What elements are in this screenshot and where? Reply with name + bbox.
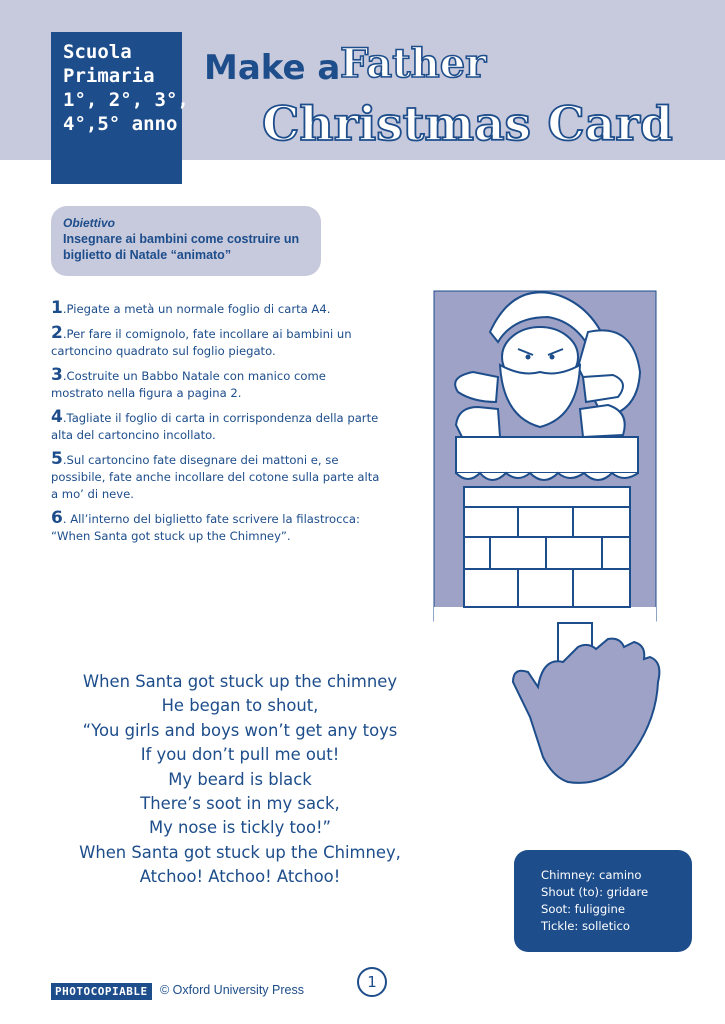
step-text: . All’interno del biglietto fate scrivere la filastrocca: “When Santa got stuck up the Chimney”.: [51, 512, 360, 543]
step-text: .Sul cartoncino fate disegnare dei mattoni e, se possibile, fate anche incollare del cotone sulla parte alta a mo’ di neve.: [51, 453, 380, 501]
objective-text: Insegnare ai bambini come costruire un biglietto di Natale “animato”: [63, 232, 300, 262]
title-christmas-card: Christmas Card: [262, 97, 673, 152]
poem-line: There’s soot in my sack,: [140, 794, 340, 814]
step-item: [51, 451, 381, 503]
glossary-item: Shout (to): gridare: [541, 885, 649, 899]
step-number: 4: [51, 407, 63, 427]
glossary-item: Tickle: solletico: [541, 919, 630, 933]
glossary-item: Chimney: camino: [541, 868, 642, 882]
santa-left-mitten: [456, 407, 500, 439]
step-number: 1: [51, 298, 63, 318]
objective-label: Obiettivo: [63, 216, 116, 230]
step-text: .Piegate a metà un normale foglio di carta A4.: [62, 302, 331, 316]
title-make: Make a: [204, 48, 341, 88]
santa-right-mitten: [580, 405, 625, 437]
poem-line: Atchoo! Atchoo! Atchoo!: [139, 867, 341, 887]
poem-line: My beard is black: [168, 769, 312, 789]
step-number: 3: [51, 365, 63, 385]
santa-chimney-illustration: [418, 277, 676, 792]
step-number: 2: [51, 323, 63, 343]
step-item: [51, 510, 381, 545]
poem-line: He began to shout,: [161, 696, 319, 716]
step-text: .Per fare il comignolo, fate incollare ai bambini un cartoncino quadrato sul foglio piegato.: [51, 327, 352, 358]
title-father: Father: [340, 40, 487, 87]
level-line: Scuola: [63, 41, 132, 63]
objective-box: [51, 206, 321, 276]
level-line: 1°, 2°, 3°,: [63, 89, 189, 111]
glossary-box: [514, 850, 692, 952]
step-item: [51, 367, 381, 402]
step-text: .Costruite un Babbo Natale con manico come mostrato nella figura a pagina 2.: [51, 369, 326, 400]
step-item: [51, 325, 381, 360]
level-line: 4°,5° anno: [63, 113, 178, 135]
santa-eye: [526, 355, 531, 360]
poem-line: When Santa got stuck up the chimney: [82, 672, 398, 691]
chimney-top: [456, 437, 638, 473]
poem-line: When Santa got stuck up the Chimney,: [79, 842, 401, 862]
card-bottom-strip: [434, 607, 656, 623]
step-item: [51, 409, 381, 444]
santa-eye: [550, 355, 555, 360]
school-level-box: [51, 32, 189, 184]
poem-line: “You girls and boys won’t get any toys: [82, 720, 398, 740]
poem: [40, 670, 440, 890]
step-item: [51, 300, 381, 318]
santa-right-arm: [583, 375, 623, 402]
page-number: 1: [357, 967, 387, 997]
instruction-steps: [51, 300, 381, 552]
step-text: .Tagliate il foglio di carta in corrispondenza della parte alta del cartoncino incollato.: [51, 411, 379, 442]
poem-line: My nose is tickly too!”: [148, 818, 332, 838]
level-line: Primaria: [63, 65, 155, 87]
copyright-text: © Oxford University Press: [160, 983, 304, 997]
step-number: 6: [51, 508, 63, 528]
hand-illustration: [513, 639, 659, 783]
step-number: 5: [51, 449, 63, 469]
glossary-item: Soot: fuliggine: [541, 902, 625, 916]
photocopiable-badge: PHOTOCOPIABLE: [51, 983, 152, 1000]
poem-line: If you don’t pull me out!: [140, 745, 340, 765]
